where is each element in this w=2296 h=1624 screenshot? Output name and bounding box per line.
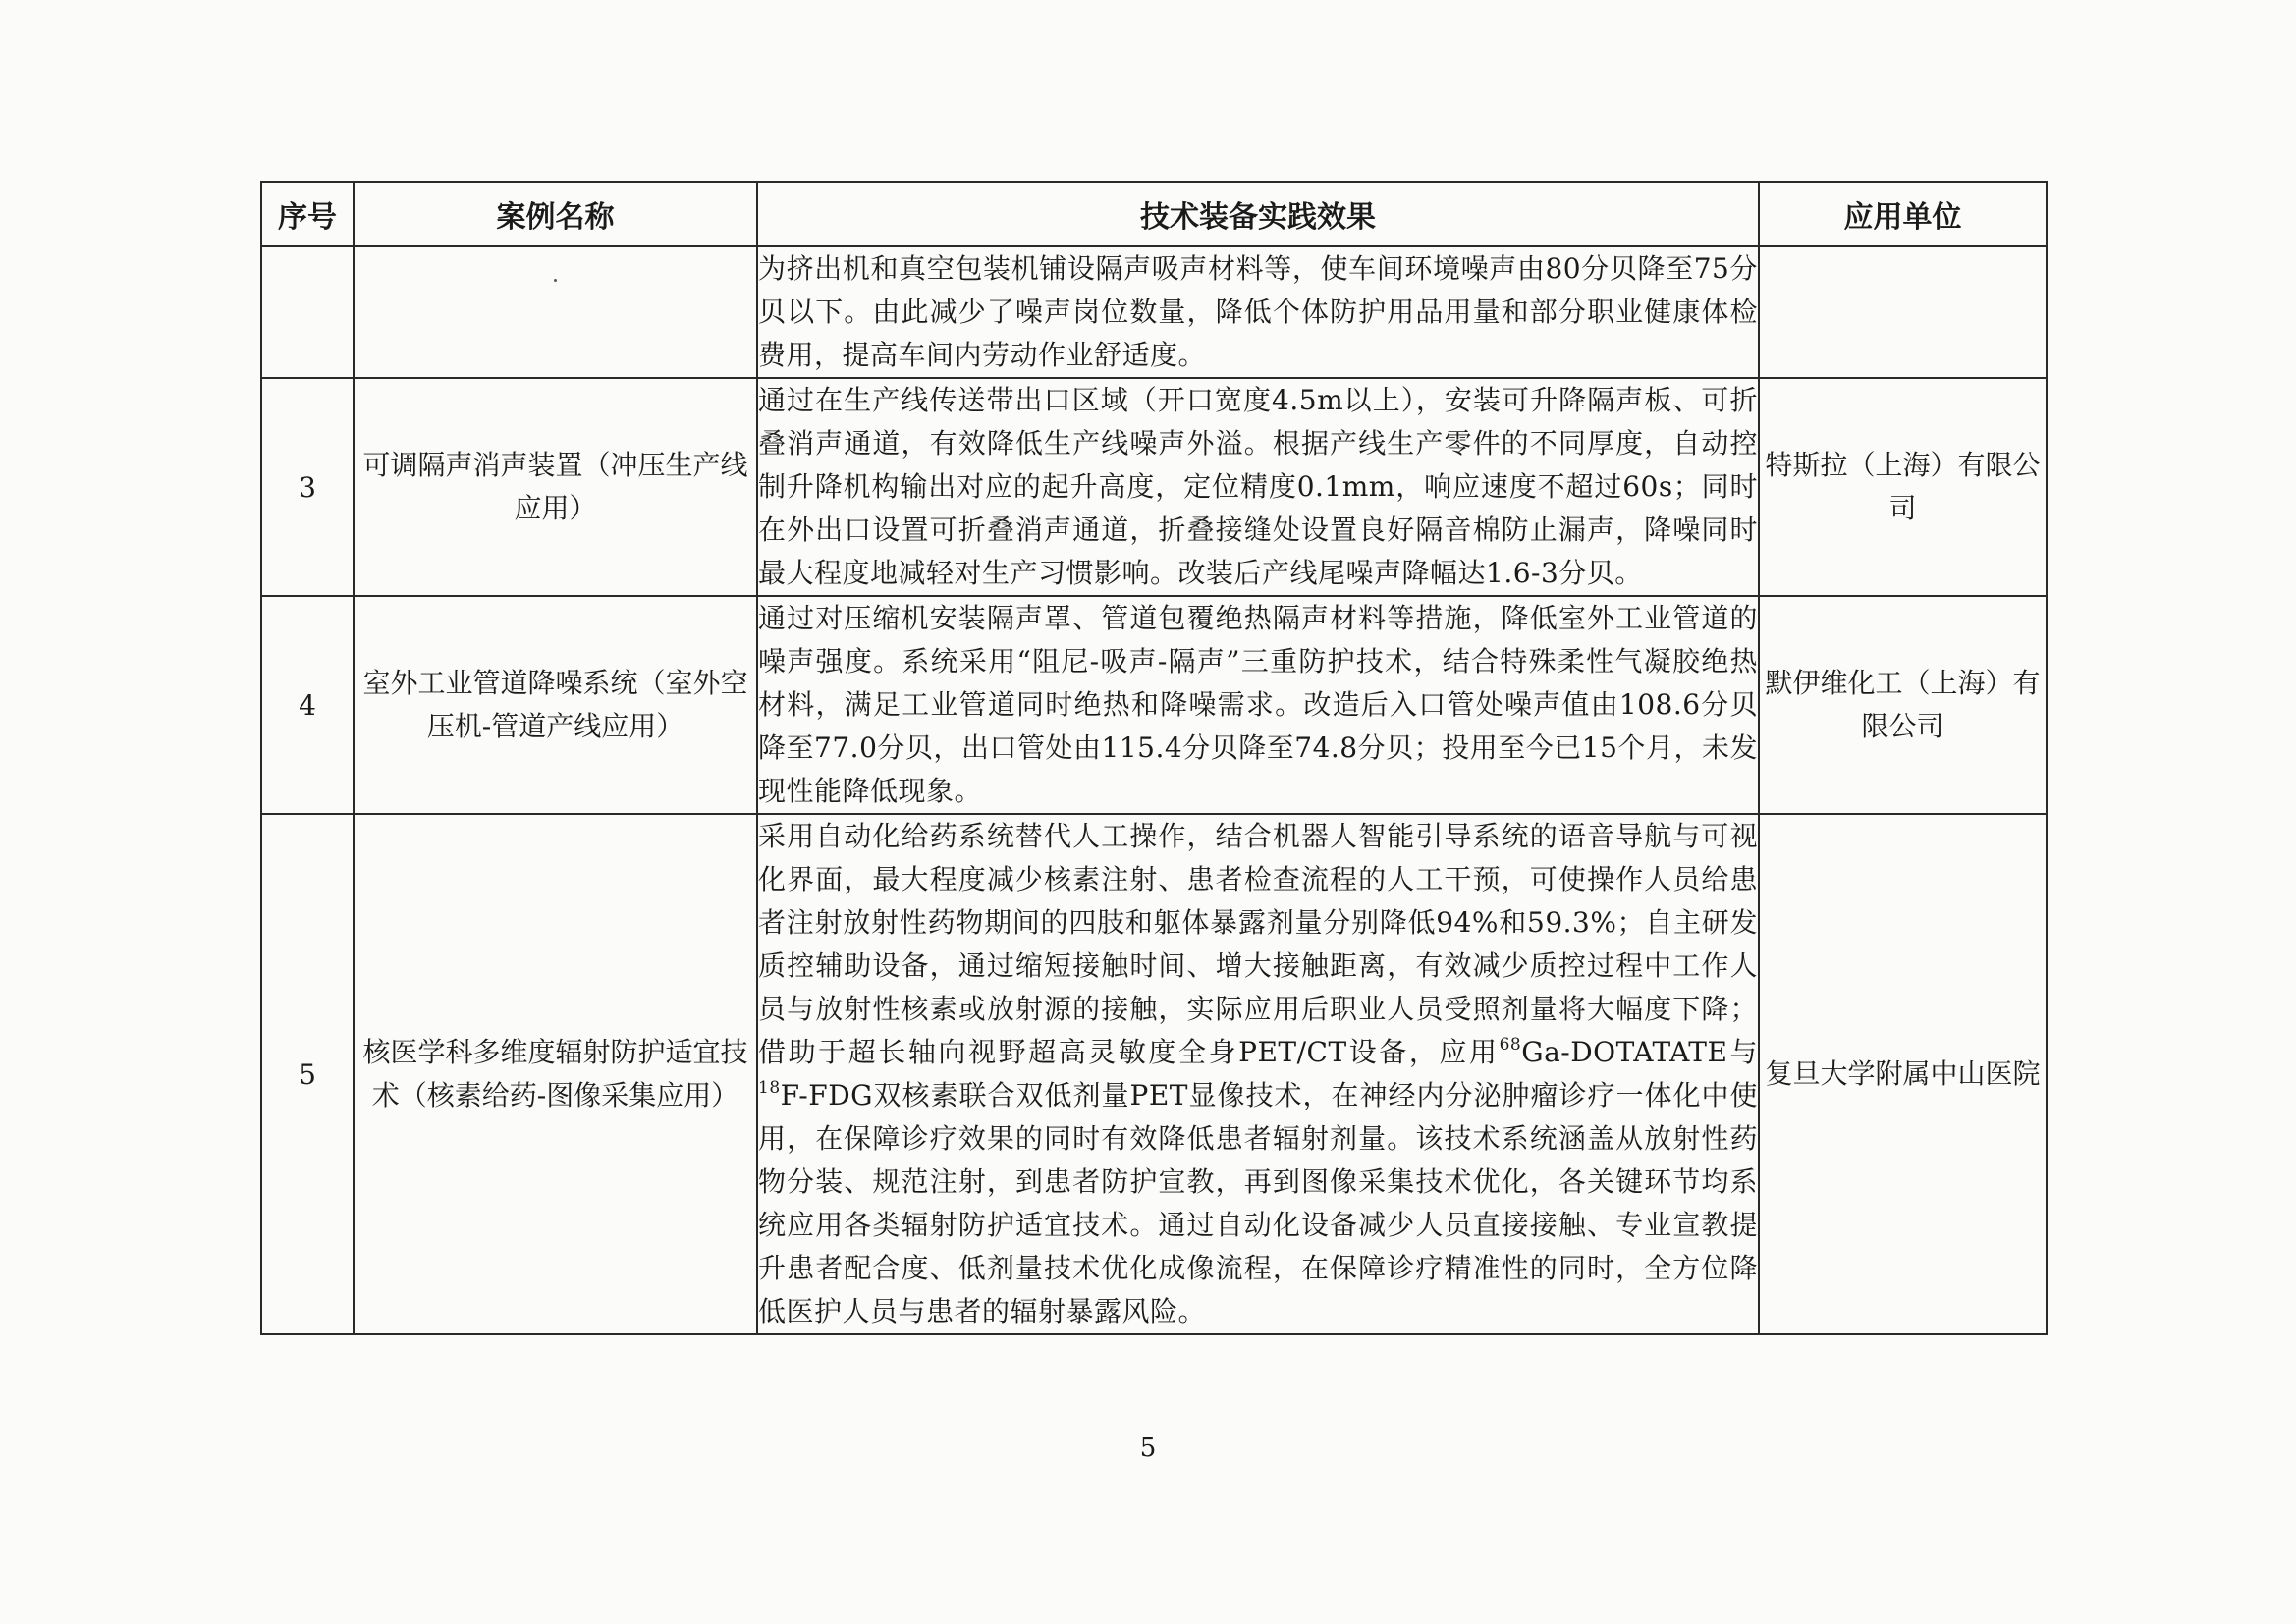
table-row — [261, 378, 2047, 596]
row-name: 可调隔声消声装置（冲压生产线应用） — [354, 378, 757, 596]
header-no: 序号 — [261, 182, 354, 246]
table-row — [261, 596, 2047, 814]
row-name: 室外工业管道降噪系统（室外空压机-管道产线应用） — [354, 596, 757, 814]
row-effect: 为挤出机和真空包装机铺设隔声吸声材料等，使车间环境噪声由80分贝降至75分贝以下。由此减少了噪声岗位数量，降低个体防护用品用量和部分职业健康体检费用，提高车间内劳动作业舒适度。 — [757, 246, 1759, 378]
effect-text-part: F-FDG双核素联合双低剂量PET显像技术，在神经内分泌肿瘤诊疗一体化中使用，在保障诊疗效果的同时有效降低患者辐射剂量。该技术系统涵盖从放射性药物分装、规范注射，到患者防护宣教，再到图像采集技术优化，各关键环节均系统应用各类辐射防护适宜技术。通过自动化设备减少人员直接接触、专业宣教提升患者配合度、低剂量技术优化成像流程，在保障诊疗精准性的同时，全方位降低医护人员与患者的辐射暴露风险。 — [758, 1079, 1758, 1327]
row-no: 3 — [261, 378, 354, 596]
header-effect: 技术装备实践效果 — [757, 182, 1759, 246]
row-no — [261, 246, 354, 378]
table-header-row — [261, 182, 2047, 246]
row-effect — [757, 814, 1759, 1334]
row-no: 5 — [261, 814, 354, 1334]
row-unit: 默伊维化工（上海）有限公司 — [1759, 596, 2047, 814]
row-no: 4 — [261, 596, 354, 814]
isotope-mass-number: 68 — [1499, 1035, 1522, 1055]
effect-text-part: Ga-DOTATATE与 — [1521, 1036, 1758, 1068]
row-unit: 复旦大学附属中山医院 — [1759, 814, 2047, 1334]
row-effect: 通过在生产线传送带出口区域（开口宽度4.5m以上），安装可升降隔声板、可折叠消声通道，有效降低生产线噪声外溢。根据产线生产零件的不同厚度，自动控制升降机构输出对应的起升高度，定位精度0.1mm，响应速度不超过60s；同时在外出口设置可折叠消声通道，折叠接缝处设置良好隔音棉防止漏声，降噪同时最大程度地减轻对生产习惯影响。改装后产线尾噪声降幅达1.6-3分贝。 — [757, 378, 1759, 596]
header-name: 案例名称 — [354, 182, 757, 246]
isotope-mass-number: 18 — [758, 1078, 781, 1098]
header-unit: 应用单位 — [1759, 182, 2047, 246]
row-effect: 通过对压缩机安装隔声罩、管道包覆绝热隔声材料等措施，降低室外工业管道的噪声强度。系统采用“阻尼-吸声-隔声”三重防护技术，结合特殊柔性气凝胶绝热材料，满足工业管道同时绝热和降噪需求。改造后入口管处噪声值由108.6分贝降至77.0分贝，出口管处由115.4分贝降至74.8分贝；投用至今已15个月，未发现性能降低现象。 — [757, 596, 1759, 814]
stray-dot-mark — [554, 279, 557, 282]
row-unit — [1759, 246, 2047, 378]
page-number: 5 — [1139, 1434, 1157, 1463]
case-table — [260, 181, 2048, 1335]
effect-text-part: 采用自动化给药系统替代人工操作，结合机器人智能引导系统的语音导航与可视化界面，最大程度减少核素注射、患者检查流程的人工干预，可使操作人员给患者注射放射性药物期间的四肢和躯体暴露剂量分别降低94%和59.3%；自主研发质控辅助设备，通过缩短接触时间、增大接触距离，有效减少质控过程中工作人员与放射性核素或放射源的接触，实际应用后职业人员受照剂量将大幅度下降；借助于超长轴向视野超高灵敏度全身PET/CT设备，应用 — [758, 820, 1758, 1068]
row-name-cell — [354, 246, 757, 378]
row-unit: 特斯拉（上海）有限公司 — [1759, 378, 2047, 596]
row-name: 核医学科多维度辐射防护适宜技术（核素给药-图像采集应用） — [354, 814, 757, 1334]
table-row — [261, 814, 2047, 1334]
table-row — [261, 246, 2047, 378]
